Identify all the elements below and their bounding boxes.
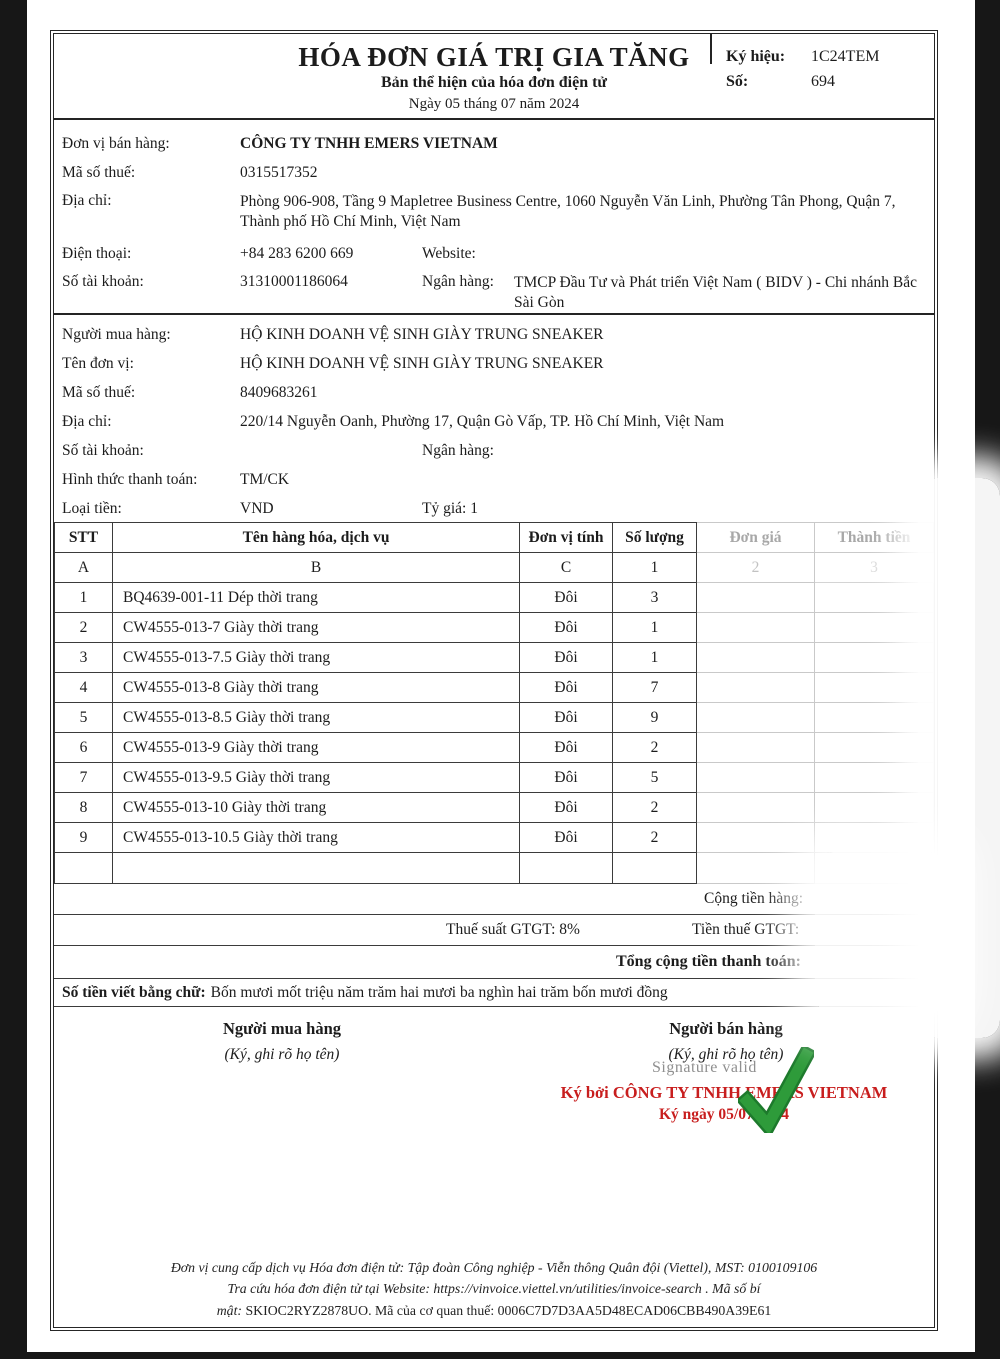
cell-name: CW4555-013-10 Giày thời trang bbox=[113, 793, 520, 823]
buyer-tax-value: 8409683261 bbox=[240, 384, 318, 401]
buyer-currency-row bbox=[54, 494, 934, 523]
table-row bbox=[55, 733, 934, 763]
payment-method-value: TM/CK bbox=[240, 471, 290, 488]
table-empty-row bbox=[55, 853, 934, 884]
buyer-name-row bbox=[54, 320, 934, 349]
cell-qty: 3 bbox=[613, 583, 697, 613]
cell-stt bbox=[55, 853, 113, 884]
cell-unit: Đôi bbox=[520, 823, 613, 853]
cell-stt: 7 bbox=[55, 763, 113, 793]
buyer-address-value: 220/14 Nguyễn Oanh, Phường 17, Quận Gò Vấp, TP. Hồ Chí Minh, Việt Nam bbox=[240, 413, 725, 430]
buyer-signature-title: Người mua hàng bbox=[222, 1019, 342, 1038]
cell-name: CW4555-013-9.5 Giày thời trang bbox=[113, 763, 520, 793]
table-row bbox=[55, 823, 934, 853]
grand-total-row bbox=[54, 946, 934, 979]
amount-in-words-label: Số tiền viết bằng chữ: bbox=[62, 984, 206, 1001]
seller-phone-label: Điện thoại: bbox=[62, 245, 132, 262]
cell-unit: Đôi bbox=[520, 733, 613, 763]
cell-amount bbox=[815, 643, 934, 673]
code-1: 1 bbox=[613, 553, 697, 583]
cell-unit: Đôi bbox=[520, 703, 613, 733]
serial-divider-line bbox=[710, 34, 712, 64]
cell-stt: 6 bbox=[55, 733, 113, 763]
seller-bank-value: TMCP Đầu Tư và Phát triển Việt Nam ( BIDV ) - Chi nhánh Bắc Sài Gòn bbox=[514, 274, 917, 311]
cell-unit: Đôi bbox=[520, 763, 613, 793]
cell-qty: 1 bbox=[613, 613, 697, 643]
cell-qty: 2 bbox=[613, 793, 697, 823]
buyer-section bbox=[54, 313, 934, 522]
col-unit: Đơn vị tính bbox=[520, 523, 613, 553]
seller-signature-note: (Ký, ghi rõ họ tên) bbox=[668, 1046, 784, 1063]
cell-qty: 2 bbox=[613, 823, 697, 853]
buyer-unit-row bbox=[54, 349, 934, 378]
cell-unit-price bbox=[697, 613, 815, 643]
buyer-tax-row bbox=[54, 378, 934, 407]
footer-line-2: Tra cứu hóa đơn điện tử tại Website: https://vinvoice.viettel.vn/utilities/invoice-search . Mã số bí bbox=[227, 1281, 761, 1297]
col-qty: Số lượng bbox=[613, 523, 697, 553]
cell-amount bbox=[815, 703, 934, 733]
cell-amount bbox=[815, 583, 934, 613]
cell-unit-price bbox=[697, 703, 815, 733]
invoice-subtitle: Bản thể hiện của hóa đơn điện tử bbox=[380, 74, 608, 91]
vat-rate-label: Thuế suất GTGT: 8% bbox=[446, 921, 580, 938]
payment-method-label: Hình thức thanh toán: bbox=[62, 471, 198, 488]
cell-name: CW4555-013-7.5 Giày thời trang bbox=[113, 643, 520, 673]
table-code-row bbox=[55, 553, 934, 583]
cell-name: BQ4639-001-11 Dép thời trang bbox=[113, 583, 520, 613]
buyer-tax-label: Mã số thuế: bbox=[62, 384, 136, 401]
cell-unit-price bbox=[697, 733, 815, 763]
buyer-name-value: HỘ KINH DOANH VỆ SINH GIÀY TRUNG SNEAKER bbox=[240, 326, 604, 343]
col-stt: STT bbox=[55, 523, 113, 553]
cell-name: CW4555-013-7 Giày thời trang bbox=[113, 613, 520, 643]
seller-name-value: CÔNG TY TNHH EMERS VIETNAM bbox=[240, 135, 498, 152]
invoice-date: Ngày 05 tháng 07 năm 2024 bbox=[408, 96, 580, 112]
right-black-bar bbox=[975, 0, 1000, 1359]
cell-stt: 9 bbox=[55, 823, 113, 853]
bottom-black-bar bbox=[0, 1352, 1000, 1359]
cell-unit: Đôi bbox=[520, 793, 613, 823]
cell-unit-price bbox=[697, 763, 815, 793]
col-name: Tên hàng hóa, dịch vụ bbox=[113, 523, 520, 553]
cell-unit-price bbox=[697, 673, 815, 703]
invoice-page bbox=[50, 30, 938, 1331]
cell-qty: 7 bbox=[613, 673, 697, 703]
cell-qty: 9 bbox=[613, 703, 697, 733]
seller-tax-row bbox=[54, 158, 934, 187]
currency-label: Loại tiền: bbox=[62, 500, 122, 517]
seller-name-label: Đơn vị bán hàng: bbox=[62, 135, 170, 152]
serial-label: Ký hiệu: bbox=[726, 48, 786, 65]
grand-total-label: Tổng cộng tiền thanh toán: bbox=[616, 953, 801, 970]
number-row bbox=[726, 69, 931, 94]
buyer-bank-label: Ngân hàng: bbox=[422, 442, 494, 459]
invoice-header bbox=[54, 34, 934, 120]
buyer-account-label: Số tài khoản: bbox=[62, 442, 144, 459]
cell-name: CW4555-013-10.5 Giày thời trang bbox=[113, 823, 520, 853]
green-checkmark-icon bbox=[738, 1047, 814, 1133]
cell-stt: 4 bbox=[55, 673, 113, 703]
buyer-address-label: Địa chỉ: bbox=[62, 413, 112, 430]
table-row bbox=[55, 793, 934, 823]
buyer-address-row bbox=[54, 407, 934, 436]
serial-row bbox=[726, 44, 931, 69]
amount-in-words-value: Bốn mươi mốt triệu năm trăm hai mươi ba nghìn hai trăm bốn mươi đồng bbox=[210, 984, 668, 1001]
buyer-unit-label: Tên đơn vị: bbox=[62, 355, 134, 372]
seller-name-row bbox=[54, 129, 934, 158]
seller-tax-value: 0315517352 bbox=[240, 164, 318, 181]
vat-row bbox=[54, 915, 934, 946]
buyer-name-label: Người mua hàng: bbox=[62, 326, 171, 343]
cell-unit-price bbox=[697, 583, 815, 613]
col-unit-price: Đơn giá bbox=[697, 523, 815, 553]
subtotal-row bbox=[54, 884, 934, 915]
seller-phone-row bbox=[54, 239, 934, 268]
exchange-rate: Tỷ giá: 1 bbox=[422, 500, 478, 517]
code-2: 2 bbox=[697, 553, 815, 583]
seller-address-label: Địa chỉ: bbox=[62, 192, 112, 209]
cell-amount bbox=[815, 673, 934, 703]
cell-unit-price bbox=[697, 823, 815, 853]
cell-qty: 2 bbox=[613, 733, 697, 763]
seller-phone-value: +84 283 6200 669 bbox=[240, 245, 354, 262]
buyer-account-row bbox=[54, 436, 934, 465]
table-row bbox=[55, 703, 934, 733]
buyer-signature-note: (Ký, ghi rõ họ tên) bbox=[224, 1046, 340, 1063]
serial-box bbox=[726, 44, 931, 94]
seller-signature-title: Người bán hàng bbox=[669, 1019, 783, 1038]
cell-unit: Đôi bbox=[520, 673, 613, 703]
cell-unit: Đôi bbox=[520, 643, 613, 673]
buyer-payment-row bbox=[54, 465, 934, 494]
seller-address-row bbox=[54, 187, 934, 239]
serial-value: 1C24TEM bbox=[811, 48, 880, 65]
cell-qty: 1 bbox=[613, 643, 697, 673]
table-row bbox=[55, 763, 934, 793]
number-label: Số: bbox=[726, 73, 749, 90]
cell-unit-price bbox=[697, 853, 815, 884]
cell-stt: 1 bbox=[55, 583, 113, 613]
seller-account-label: Số tài khoản: bbox=[62, 273, 144, 290]
table-row bbox=[55, 643, 934, 673]
col-amount: Thành tiền bbox=[815, 523, 934, 553]
signature-valid-text: Signature valid bbox=[652, 1059, 757, 1076]
buyer-signature-block bbox=[172, 1019, 392, 1064]
signature-section bbox=[54, 1007, 934, 1275]
cell-amount bbox=[815, 853, 934, 884]
buyer-unit-value: HỘ KINH DOANH VỆ SINH GIÀY TRUNG SNEAKER bbox=[240, 355, 604, 372]
cell-name bbox=[113, 853, 520, 884]
cell-name: CW4555-013-8.5 Giày thời trang bbox=[113, 703, 520, 733]
footer-line-1: Đơn vị cung cấp dịch vụ Hóa đơn điện tử: Tập đoàn Công nghiệp - Viễn thông Quân đội (Viettel), MST: 0100109106 bbox=[170, 1259, 818, 1275]
seller-account-value: 31310001186064 bbox=[240, 273, 348, 290]
cell-stt: 2 bbox=[55, 613, 113, 643]
currency-value: VND bbox=[240, 500, 274, 517]
left-black-bar bbox=[0, 0, 27, 1359]
number-value: 694 bbox=[811, 73, 835, 90]
footer-line-3-italic: mật: bbox=[216, 1302, 243, 1318]
items-table bbox=[54, 522, 934, 884]
footer-line-3-regular: SKIOC2RYZ2878UO. Mã của cơ quan thuế: 0006C7D7D3AA5D48ECAD06CBB490A39E61 bbox=[242, 1302, 772, 1318]
code-c: C bbox=[520, 553, 613, 583]
invoice-footer bbox=[54, 1257, 934, 1321]
seller-account-row bbox=[54, 268, 934, 316]
table-row bbox=[55, 613, 934, 643]
cell-stt: 3 bbox=[55, 643, 113, 673]
cell-qty bbox=[613, 853, 697, 884]
seller-tax-label: Mã số thuế: bbox=[62, 164, 136, 181]
footer-line-3 bbox=[54, 1300, 934, 1321]
cell-stt: 8 bbox=[55, 793, 113, 823]
cell-unit-price bbox=[697, 793, 815, 823]
invoice-title: HÓA ĐƠN GIÁ TRỊ GIA TĂNG bbox=[298, 42, 690, 72]
table-row bbox=[55, 673, 934, 703]
seller-website-label: Website: bbox=[422, 245, 476, 262]
table-header-row bbox=[55, 523, 934, 553]
cell-name: CW4555-013-8 Giày thời trang bbox=[113, 673, 520, 703]
code-3: 3 bbox=[815, 553, 934, 583]
cell-amount bbox=[815, 733, 934, 763]
cell-qty: 5 bbox=[613, 763, 697, 793]
code-a: A bbox=[55, 553, 113, 583]
table-row bbox=[55, 583, 934, 613]
signed-by-text: Ký bởi CÔNG TY TNHH EMERS VIETNAM bbox=[560, 1083, 888, 1102]
cell-unit-price bbox=[697, 643, 815, 673]
cell-unit: Đôi bbox=[520, 583, 613, 613]
vat-amount-label: Tiền thuế GTGT: bbox=[692, 921, 800, 938]
seller-section bbox=[54, 120, 934, 313]
seller-bank-label: Ngân hàng: bbox=[422, 273, 494, 290]
signed-date-text: Ký ngày 05/07/2024 bbox=[658, 1106, 790, 1123]
seller-address-value: Phòng 906-908, Tầng 9 Mapletree Business Centre, 1060 Nguyễn Văn Linh, Phường Tân Phong, Quận 7, Thành phố Hồ Chí Minh, Việt Nam bbox=[240, 193, 896, 230]
cell-amount bbox=[815, 823, 934, 853]
code-b: B bbox=[113, 553, 520, 583]
amount-in-words-row bbox=[54, 979, 934, 1007]
cell-unit bbox=[520, 853, 613, 884]
cell-name: CW4555-013-9 Giày thời trang bbox=[113, 733, 520, 763]
subtotal-label: Cộng tiền hàng: bbox=[704, 890, 804, 907]
cell-amount bbox=[815, 793, 934, 823]
cell-amount bbox=[815, 613, 934, 643]
cell-stt: 5 bbox=[55, 703, 113, 733]
digital-signature-text bbox=[506, 1083, 942, 1124]
cell-amount bbox=[815, 763, 934, 793]
cell-unit: Đôi bbox=[520, 613, 613, 643]
